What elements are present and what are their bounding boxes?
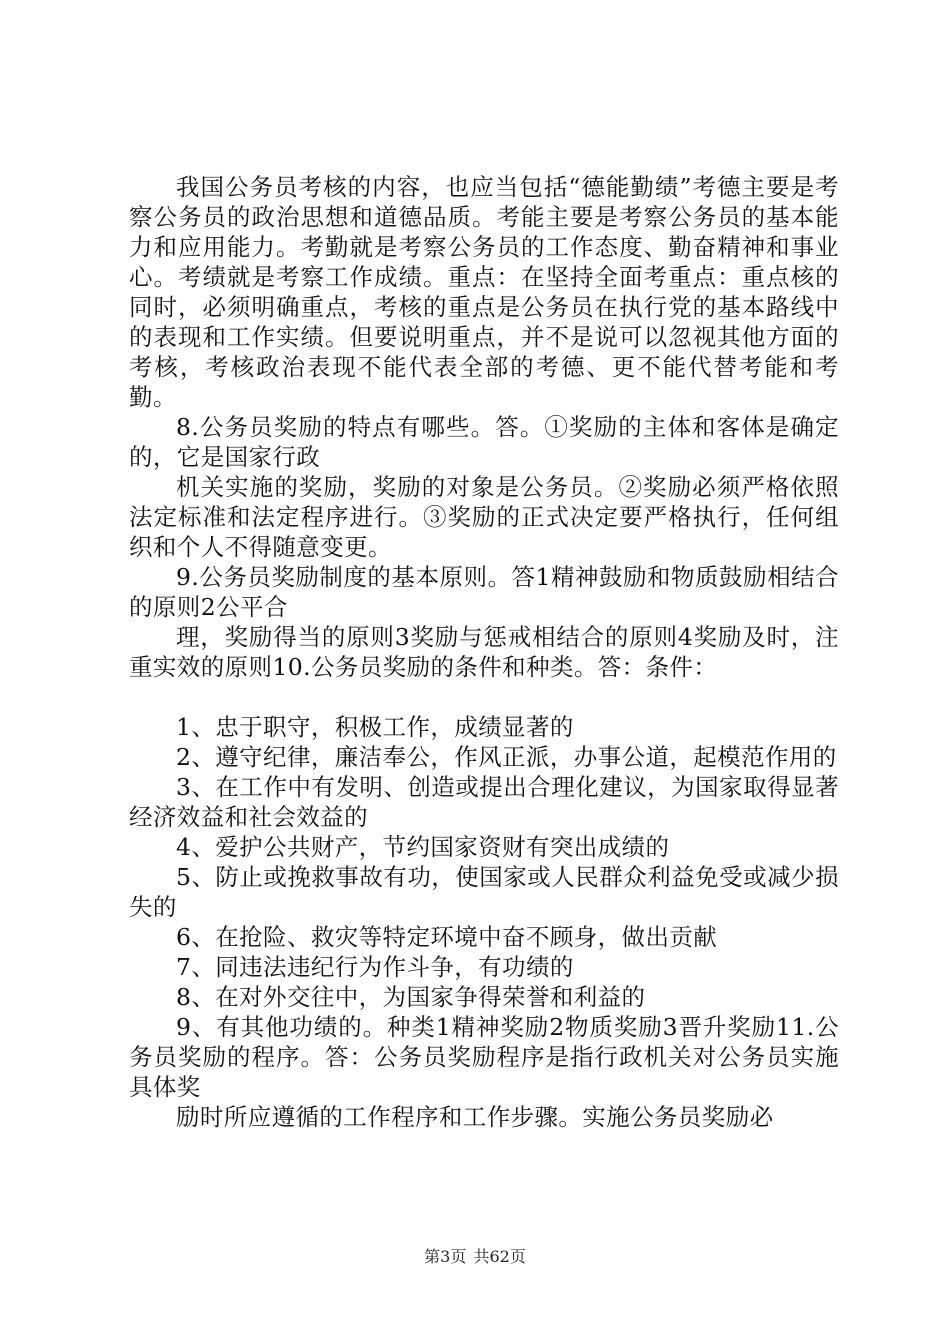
paragraph-reward-features-question: 8.公务员奖励的特点有哪些。答。①奖励的主体和客体是确定的，它是国家行政 (129, 413, 839, 471)
list-item-condition-1: 1、忠于职守，积极工作，成绩显著的 (176, 713, 574, 741)
paragraph-reward-principles-question: 9.公务员奖励制度的基本原则。答1精神鼓励和物质鼓励相结合的原则2公平合 (129, 563, 839, 621)
list-item-condition-8: 8、在对外交往中，为国家争得荣誉和利益的 (176, 983, 646, 1011)
list-item-condition-5: 5、防止或挽救事故有功，使国家或人民群众利益免受或减少损失的 (129, 863, 839, 921)
list-item-condition-7: 7、同违法违纪行为作斗争，有功绩的 (176, 953, 574, 981)
paragraph-assessment-content: 我国公务员考核的内容，也应当包括“德能勤绩”考德主要是考察公务员的政治思想和道德品质。考能主要是考察公务员的基本能力和应用能力。考勤就是考察公务员的工作态度、勤奋精神和事业心。考绩就是考察工作成绩。重点：在坚持全面考重点：重点核的同时，必须明确重点，考核的重点是公务员在执行党的基本路线中的表现和工作实绩。但要说明重点，并不是说可以忽视其他方面的考核，考核政治表现不能代表全部的考德、更不能代替考能和考勤。 (129, 173, 839, 411)
page-number: 第3页 (424, 1247, 467, 1266)
page-total: 共62页 (473, 1247, 526, 1266)
list-item-condition-9: 9、有其他功绩的。种类1精神奖励2物质奖励3晋升奖励11.公务员奖励的程序。答：公务员奖励程序是指行政机关对公务员实施具体奖 (129, 1013, 839, 1101)
paragraph-reward-procedure: 励时所应遵循的工作程序和工作步骤。实施公务员奖励必 (176, 1103, 774, 1131)
list-item-condition-2: 2、遵守纪律，廉洁奉公，作风正派，办事公道，起模范作用的 (176, 743, 837, 771)
list-item-condition-4: 4、爱护公共财产，节约国家资财有突出成绩的 (176, 833, 670, 861)
paragraph-reward-principles-answer: 理，奖励得当的原则3奖励与惩戒相结合的原则4奖励及时，注重实效的原则10.公务员奖励的条件和种类。答：条件： (129, 623, 839, 681)
list-item-condition-3: 3、在工作中有发明、创造或提出合理化建议，为国家取得显著经济效益和社会效益的 (129, 773, 839, 831)
page-footer (0, 1244, 950, 1267)
document-body (129, 172, 839, 1132)
list-item-condition-6: 6、在抢险、救灾等特定环境中奋不顾身，做出贡献 (176, 923, 718, 951)
paragraph-reward-features-answer: 机关实施的奖励，奖励的对象是公务员。②奖励必须严格依照法定标准和法定程序进行。③奖励的正式决定要严格执行，任何组织和个人不得随意变更。 (129, 473, 839, 561)
